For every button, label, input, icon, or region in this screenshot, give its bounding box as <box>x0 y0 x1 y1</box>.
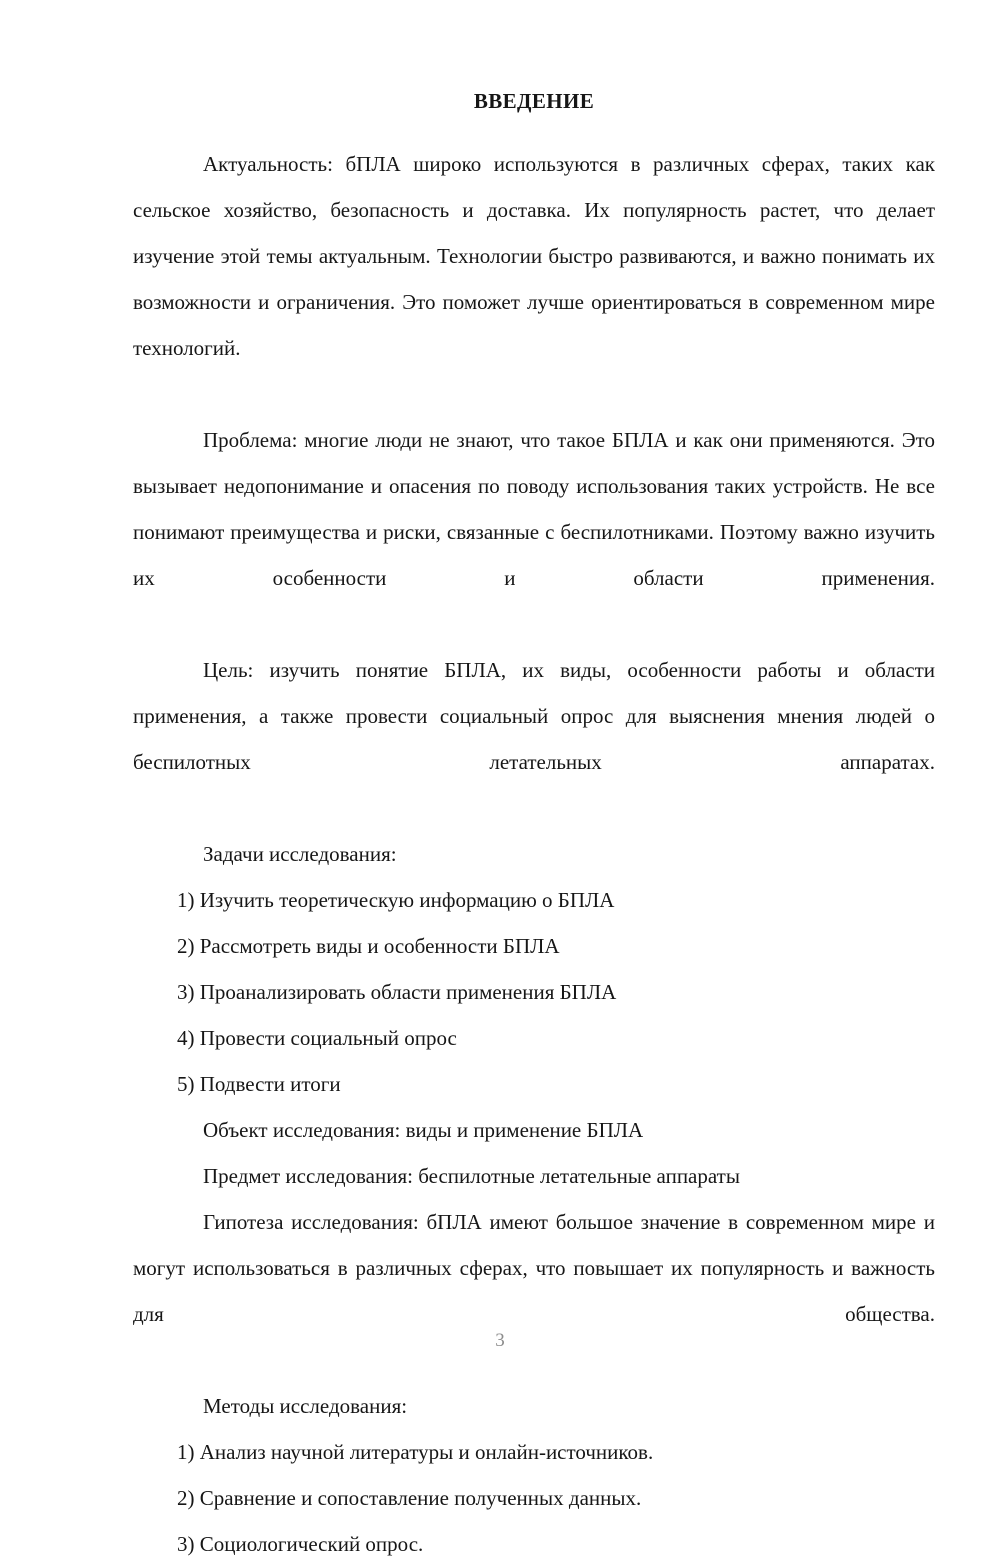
line-object-of-research: Объект исследования: виды и применение БПЛА <box>203 1118 644 1143</box>
page-title: ВВЕДЕНИЕ <box>473 89 595 113</box>
paragraph-problem: Проблема: многие люди не знают, что такое БПЛА и как они применяются. Это вызывает недопонимание и опасения по поводу использования таких устройств. Не все понимают преимущества и риски, связанные с беспилотниками. Поэтому важно изучить их особенности и области применения. <box>133 428 935 591</box>
list-item: 3) Социологический опрос. <box>177 1532 424 1557</box>
paragraph-hypothesis: Гипотеза исследования: бПЛА имеют большое значение в современном мире и могут использоваться в различных сферах, что повышает их популярность и важность для общества. <box>133 1210 935 1327</box>
list-item: 2) Рассмотреть виды и особенности БПЛА <box>177 934 560 959</box>
page-number: 3 <box>495 1330 505 1351</box>
heading-methods: Методы исследования: <box>203 1394 408 1419</box>
methods-list <box>133 1429 935 1567</box>
line-subject-of-research: Предмет исследования: беспилотные летательные аппараты <box>203 1164 740 1189</box>
list-item: 1) Изучить теоретическую информацию о БПЛА <box>177 888 615 913</box>
paragraph-relevance: Актуальность: бПЛА широко используются в различных сферах, таких как сельское хозяйство, безопасность и доставка. Их популярность растет, что делает изучение этой темы актуальным. Технологии быстро развиваются, и важно понимать их возможности и ограничения. Это поможет лучше ориентироваться в современном мире технологий. <box>133 152 935 361</box>
list-item: 5) Подвести итоги <box>177 1072 341 1097</box>
list-item: 2) Сравнение и сопоставление полученных данных. <box>177 1486 642 1511</box>
paragraph-goal: Цель: изучить понятие БПЛА, их виды, особенности работы и области применения, а также провести социальный опрос для выяснения мнения людей о беспилотных летательных аппаратах. <box>133 658 935 775</box>
list-item: 1) Анализ научной литературы и онлайн-источников. <box>177 1440 654 1465</box>
heading-tasks: Задачи исследования: <box>203 842 397 867</box>
list-item: 3) Проанализировать области применения БПЛА <box>177 980 617 1005</box>
list-item: 4) Провести социальный опрос <box>177 1026 457 1051</box>
tasks-list <box>133 877 935 1107</box>
